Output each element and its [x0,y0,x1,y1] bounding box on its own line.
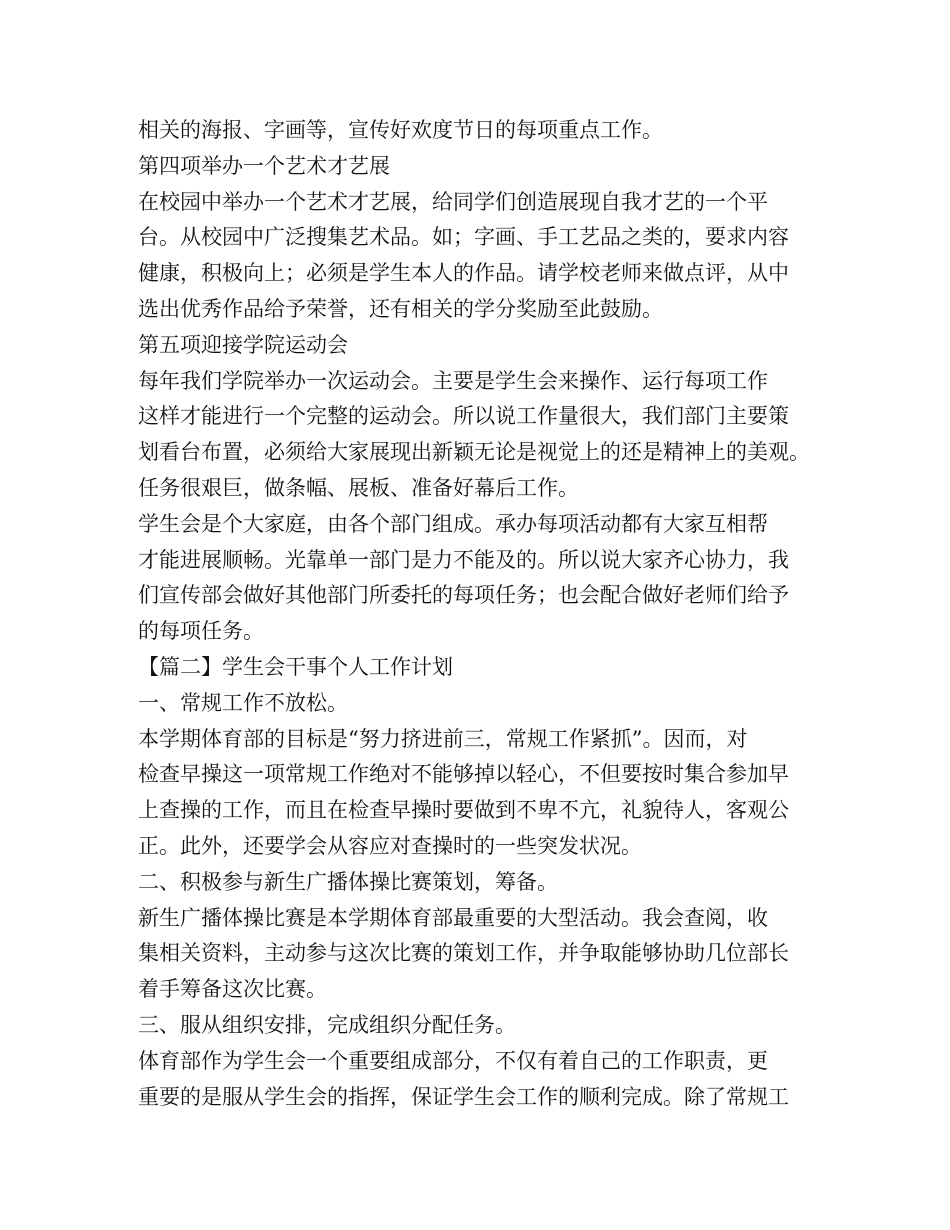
text-line: 正。此外，还要学会从容应对查操时的一些突发状况。 [138,833,642,858]
text-line: 在校园中举办一个艺术才艺展，给同学们创造展现自我才艺的一个平 [138,189,768,214]
text-line: 学生会是个大家庭，由各个部门组成。承办每项活动都有大家互相帮 [138,511,768,536]
text-line: 的每项任务。 [138,619,264,644]
document-body [138,113,828,1115]
subsection-heading-3: 三、服从组织安排，完成组织分配任务。 [138,1012,516,1037]
text-line: 集相关资料，主动参与这次比赛的策划工作，并争取能够协助几位部长 [138,941,789,966]
subsection-heading-2: 二、积极参与新生广播体操比赛策划，筹备。 [138,869,558,894]
text-line: 们宣传部会做好其他部门所委托的每项任务；也会配合做好老师们给予 [138,583,789,608]
text-line: 检查早操这一项常规工作绝对不能够掉以轻心，不但要按时集合参加早 [138,762,789,787]
section-heading-4: 第四项举办一个艺术才艺展 [138,153,390,178]
part-two-title: 【篇二】学生会干事个人工作计划 [138,654,453,679]
text-line: 着手筹备这次比赛。 [138,977,327,1002]
text-line: 任务很艰巨，做条幅、展板、准备好幕后工作。 [138,475,579,500]
subsection-heading-1: 一、常规工作不放松。 [138,690,348,715]
text-line: 健康，积极向上；必须是学生本人的作品。请学校老师来做点评，从中 [138,261,789,286]
section-heading-5: 第五项迎接学院运动会 [138,332,348,357]
text-line: 本学期体育部的目标是“努力挤进前三，常规工作紧抓”。因而，对 [138,726,748,751]
text-line: 台。从校园中广泛搜集艺术品。如；字画、手工艺品之类的，要求内容 [138,225,789,250]
text-line: 划看台布置，必须给大家展现出新颖无论是视觉上的还是精神上的美观。 [138,440,810,465]
text-line: 这样才能进行一个完整的运动会。所以说工作量很大，我们部门主要策 [138,404,789,429]
text-line: 新生广播体操比赛是本学期体育部最重要的大型活动。我会查阅，收 [138,905,768,930]
text-line: 相关的海报、字画等，宣传好欢度节日的每项重点工作。 [138,118,663,142]
text-line: 选出优秀作品给予荣誉，还有相关的学分奖励至此鼓励。 [138,296,663,321]
text-line: 体育部作为学生会一个重要组成部分，不仅有着自己的工作职责，更 [138,1048,768,1073]
text-line: 重要的是服从学生会的指挥，保证学生会工作的顺利完成。除了常规工 [138,1084,789,1109]
text-line: 每年我们学院举办一次运动会。主要是学生会来操作、运行每项工作 [138,368,768,393]
text-line: 上查操的工作，而且在检查早操时要做到不卑不亢，礼貌待人，客观公 [138,798,789,823]
text-line: 才能进展顺畅。光靠单一部门是力不能及的。所以说大家齐心协力，我 [138,547,789,572]
